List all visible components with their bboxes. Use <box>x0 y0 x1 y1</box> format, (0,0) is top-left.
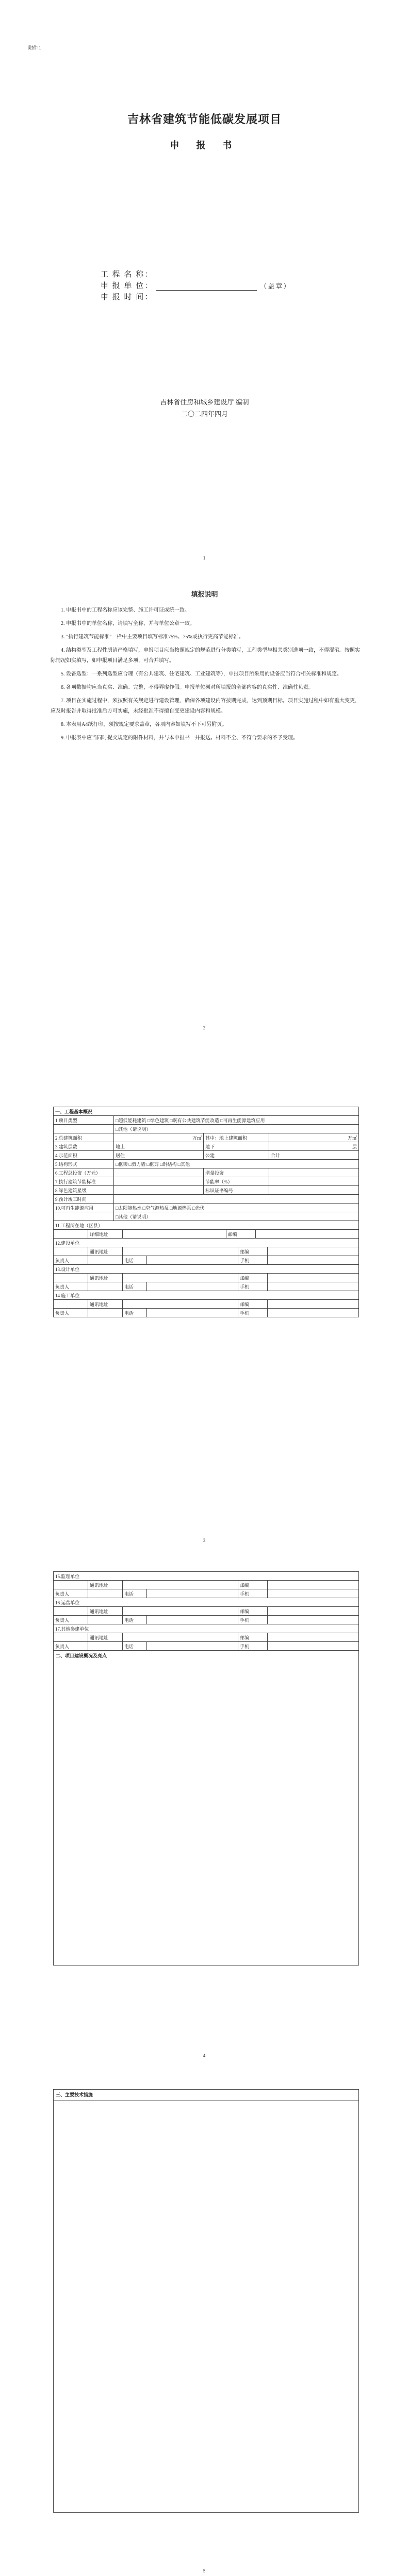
field-label: 通讯地址 <box>88 1247 123 1256</box>
table-row <box>54 1186 359 1195</box>
row-label: 6.工程总投资（万元） <box>54 1168 114 1177</box>
table-row <box>54 1142 359 1151</box>
field-value[interactable] <box>147 1256 238 1265</box>
row-value-2[interactable] <box>269 1168 359 1177</box>
applicant-label: 申 报 单 位： <box>101 282 154 290</box>
field-label: 通讯地址 <box>88 1633 123 1642</box>
row-value[interactable]: □其他（请说明） <box>114 1212 359 1221</box>
field-label: 通讯地址 <box>88 1274 123 1282</box>
field-label: 邮编 <box>238 1274 268 1282</box>
field-value[interactable] <box>268 1274 359 1282</box>
field-label: 手机 <box>238 1256 268 1265</box>
note-item: 8. 本表用A4纸打印，须按规定要求盖章，各项内容如填写不下可另附页。 <box>61 722 227 727</box>
field-value[interactable] <box>268 1642 359 1651</box>
field-value[interactable] <box>88 1616 123 1624</box>
field-label: 邮编 <box>238 1607 268 1616</box>
contractor-unit-block <box>53 1291 359 1317</box>
page-number-5: 5 <box>203 2568 206 2573</box>
page-title: 吉林省建筑节能低碳发展项目 <box>127 113 282 126</box>
design-unit-block <box>53 1264 359 1291</box>
page-number-4: 4 <box>203 2053 206 2058</box>
field-value[interactable] <box>147 1642 238 1651</box>
field-value[interactable] <box>147 1282 238 1291</box>
row-value-2[interactable]: 合计 <box>269 1151 359 1160</box>
unit-label: 15.监理单位 <box>54 1572 359 1581</box>
table-row <box>54 1116 359 1125</box>
field-value[interactable] <box>88 1642 123 1651</box>
row-value-2[interactable]: 层 <box>269 1142 359 1151</box>
field-label: 手机 <box>238 1282 268 1291</box>
cover-fields <box>101 268 317 302</box>
applicant-underline[interactable] <box>156 283 257 291</box>
page-subtitle: 申 报 书 <box>170 140 239 150</box>
field-value[interactable] <box>88 1256 123 1265</box>
row-label: 10.可再生能源应用 <box>54 1204 114 1212</box>
row-label: 5.结构形式 <box>54 1160 114 1168</box>
row-label-2: 节能率（%） <box>204 1177 269 1186</box>
unit-label: 12.建设单位 <box>54 1239 359 1247</box>
field-label: 电话 <box>123 1589 147 1598</box>
row-value[interactable]: □其他（请说明） <box>114 1125 359 1133</box>
table-row <box>54 1133 359 1142</box>
page-number-1: 1 <box>203 555 206 561</box>
row-label: 2.总建筑面积 <box>54 1133 114 1142</box>
unit-label: 17.其他参建单位 <box>54 1624 359 1633</box>
row-label: 9.预计竣工时间 <box>54 1195 114 1204</box>
table-row <box>54 1195 359 1204</box>
field-label: 负责人 <box>54 1616 88 1624</box>
field-label: 电话 <box>123 1282 147 1291</box>
field-label: 手机 <box>238 1309 268 1317</box>
field-label: 邮编 <box>238 1247 268 1256</box>
field-value[interactable] <box>88 1309 123 1317</box>
field-label: 邮编 <box>238 1581 268 1589</box>
unit-label: 13.设计单位 <box>54 1265 359 1274</box>
table-row <box>54 1168 359 1177</box>
unit-label: 16.运营单位 <box>54 1598 359 1607</box>
field-label: 邮编 <box>238 1300 268 1309</box>
field-label: 手机 <box>238 1589 268 1598</box>
field-value[interactable] <box>123 1300 238 1309</box>
field-label: 邮编 <box>226 1230 255 1239</box>
field-value[interactable] <box>123 1581 238 1589</box>
page-number-2: 2 <box>203 1025 206 1030</box>
field-value[interactable] <box>123 1633 238 1642</box>
field-value[interactable] <box>268 1282 359 1291</box>
field-value[interactable] <box>147 1589 238 1598</box>
row-value[interactable]: 居住 <box>114 1151 204 1160</box>
project-basic-info-table <box>53 1107 359 1317</box>
table-row <box>54 1160 359 1168</box>
field-label: 电话 <box>123 1642 147 1651</box>
field-label: 负责人 <box>54 1589 88 1598</box>
field-value[interactable] <box>123 1247 238 1256</box>
apply-date-label: 申 报 时 间： <box>101 293 154 301</box>
technical-measures-box[interactable] <box>53 2089 359 2513</box>
row-value[interactable]: 地上 <box>114 1142 204 1151</box>
row-value[interactable] <box>114 1177 204 1186</box>
field-value[interactable] <box>123 1607 238 1616</box>
row-value[interactable]: 万㎡ <box>114 1133 204 1142</box>
section-2-heading: 二、项目建设概况及亮点 <box>56 1653 107 1658</box>
row-label-2: 其中：地上建筑面积 <box>204 1133 269 1142</box>
row-value[interactable]: □超低能耗建筑 □绿色建筑 □既有公共建筑节能改造 □可再生能源建筑应用 <box>114 1116 359 1125</box>
row-value-2[interactable] <box>269 1177 359 1186</box>
note-item: 9. 申报表中应当同时提交规定的附件材料，并与本申报书一并报送。材料不全、不符合要求的不予受理。 <box>61 735 298 741</box>
date-row <box>101 291 317 302</box>
operation-unit-block <box>53 1598 359 1624</box>
supervision-unit-block <box>53 1571 359 1598</box>
project-name-row <box>101 268 317 279</box>
issuer-text: 吉林省住房和城乡建设厅 编制 <box>160 398 249 406</box>
table-row <box>54 1212 359 1221</box>
participating-units-table <box>53 1571 359 1965</box>
field-label: 负责人 <box>54 1282 88 1291</box>
field-label: 手机 <box>238 1642 268 1651</box>
table-row <box>54 1177 359 1186</box>
construction-unit-block <box>53 1238 359 1265</box>
field-value[interactable] <box>268 1581 359 1589</box>
applicant-row <box>101 279 317 291</box>
field-label: 手机 <box>238 1616 268 1624</box>
note-item: 6. 各项数据均应当真实、准确、完整，不得弄虚作假。申报单位须对所填报的全部内容的真实性、准确性负责。 <box>61 685 314 690</box>
note-item: 4. 结构类型及工程性质请严格填写，申报项目应当按照规定的规范进行分类填写，工程类型与相关类别选项一致，不得混淆。按照实际情况如实填写，如申报项目满足多项，可合并填写。 <box>51 648 360 664</box>
note-item: 1. 申报书中的工程名称应该完整、施工许可证或统一致。 <box>61 607 190 613</box>
field-value[interactable] <box>255 1230 359 1239</box>
row-label: 8.绿色建筑星级 <box>54 1186 114 1195</box>
table-row <box>54 1204 359 1212</box>
field-value[interactable] <box>268 1247 359 1256</box>
row-value[interactable] <box>114 1168 204 1177</box>
note-item: 3. "执行建筑节能标准"一栏中主要项目填写标准75%、75%或执行更高节能标准。 <box>61 634 244 640</box>
field-value[interactable] <box>268 1256 359 1265</box>
note-item: 5. 设备选型：一系列选型应合理（有公共建筑、住宅建筑、工业建筑等），申报项目所采用的设备应当符合相关标准和规定。 <box>61 671 342 677</box>
row-label: 4.示范面积 <box>54 1151 114 1160</box>
other-unit-block <box>53 1624 359 1651</box>
field-value[interactable] <box>123 1230 226 1239</box>
row-label-2: 标识证书编号 <box>204 1186 269 1195</box>
field-label: 邮编 <box>238 1633 268 1642</box>
row-value-2[interactable]: 万㎡ <box>269 1133 359 1142</box>
notes-heading: 填报说明 <box>191 590 218 598</box>
field-value[interactable] <box>268 1300 359 1309</box>
table-row <box>54 1151 359 1160</box>
field-label: 负责人 <box>54 1256 88 1265</box>
unit-label: 14.施工单位 <box>54 1291 359 1300</box>
notes-list <box>51 605 360 747</box>
field-label: 负责人 <box>54 1309 88 1317</box>
issue-date: 二〇二四年四月 <box>181 410 228 418</box>
field-label: 电话 <box>123 1309 147 1317</box>
row-label <box>54 1212 114 1221</box>
field-value[interactable] <box>268 1309 359 1317</box>
field-value[interactable] <box>268 1633 359 1642</box>
row-label-2: 地下 <box>204 1142 269 1151</box>
section-1-heading: 一、工程基本概况 <box>54 1107 359 1116</box>
note-item: 7. 项目在实施过程中，须按照有关规定进行建设管理，确保各项建设内容按期完成，达到预期目标。项目实施过程中如有重大变更，应及时报告并取得批准后方可实施，未经批准不得擅自变更建设内容和规模。 <box>51 698 360 714</box>
field-value[interactable] <box>147 1309 238 1317</box>
field-value[interactable] <box>268 1589 359 1598</box>
project-overview-box[interactable] <box>53 1650 359 1965</box>
row-value[interactable] <box>114 1186 204 1195</box>
attachment-label: 附件 1 <box>28 45 41 50</box>
field-label: 电话 <box>123 1616 147 1624</box>
seal-suffix: （盖章） <box>260 282 291 290</box>
field-label: 通讯地址 <box>88 1300 123 1309</box>
page-number-3: 3 <box>203 1538 206 1543</box>
field-label: 通讯地址 <box>88 1581 123 1589</box>
row-label <box>54 1125 114 1133</box>
field-label: 负责人 <box>54 1642 88 1651</box>
field-value[interactable] <box>88 1282 123 1291</box>
row-label: 3.建筑层数 <box>54 1142 114 1151</box>
field-value[interactable] <box>268 1607 359 1616</box>
section-3-heading: 三、主要技术措施 <box>54 2090 358 2100</box>
row-label-2: 公建 <box>204 1151 269 1160</box>
field-value[interactable] <box>268 1616 359 1624</box>
row-label: 1.项目类型 <box>54 1116 114 1125</box>
field-label: 通讯地址 <box>88 1607 123 1616</box>
project-location-block <box>53 1221 359 1239</box>
unit-label: 11.工程所在地（区县） <box>54 1221 359 1230</box>
row-value[interactable]: □太阳能热水 □空气源热泵 □地源热泵 □光伏 <box>114 1204 359 1212</box>
row-label: 7.执行建筑节能标准 <box>54 1177 114 1186</box>
note-item: 2. 申报书中的单位名称，请填写全称，并与单位公章一致。 <box>61 621 195 626</box>
field-label: 电话 <box>123 1256 147 1265</box>
row-value[interactable]: □框架 □剪力墙 □框剪 □钢结构 □其他 <box>114 1160 359 1168</box>
project-name-label: 工 程 名 称： <box>101 270 154 279</box>
field-value[interactable] <box>147 1616 238 1624</box>
field-label: 详细地址 <box>88 1230 123 1239</box>
table-row <box>54 1125 359 1133</box>
row-label-2: 增量投资 <box>204 1168 269 1177</box>
row-value[interactable] <box>114 1195 359 1204</box>
row-value-2[interactable] <box>269 1186 359 1195</box>
field-value[interactable] <box>123 1274 238 1282</box>
field-value[interactable] <box>88 1589 123 1598</box>
